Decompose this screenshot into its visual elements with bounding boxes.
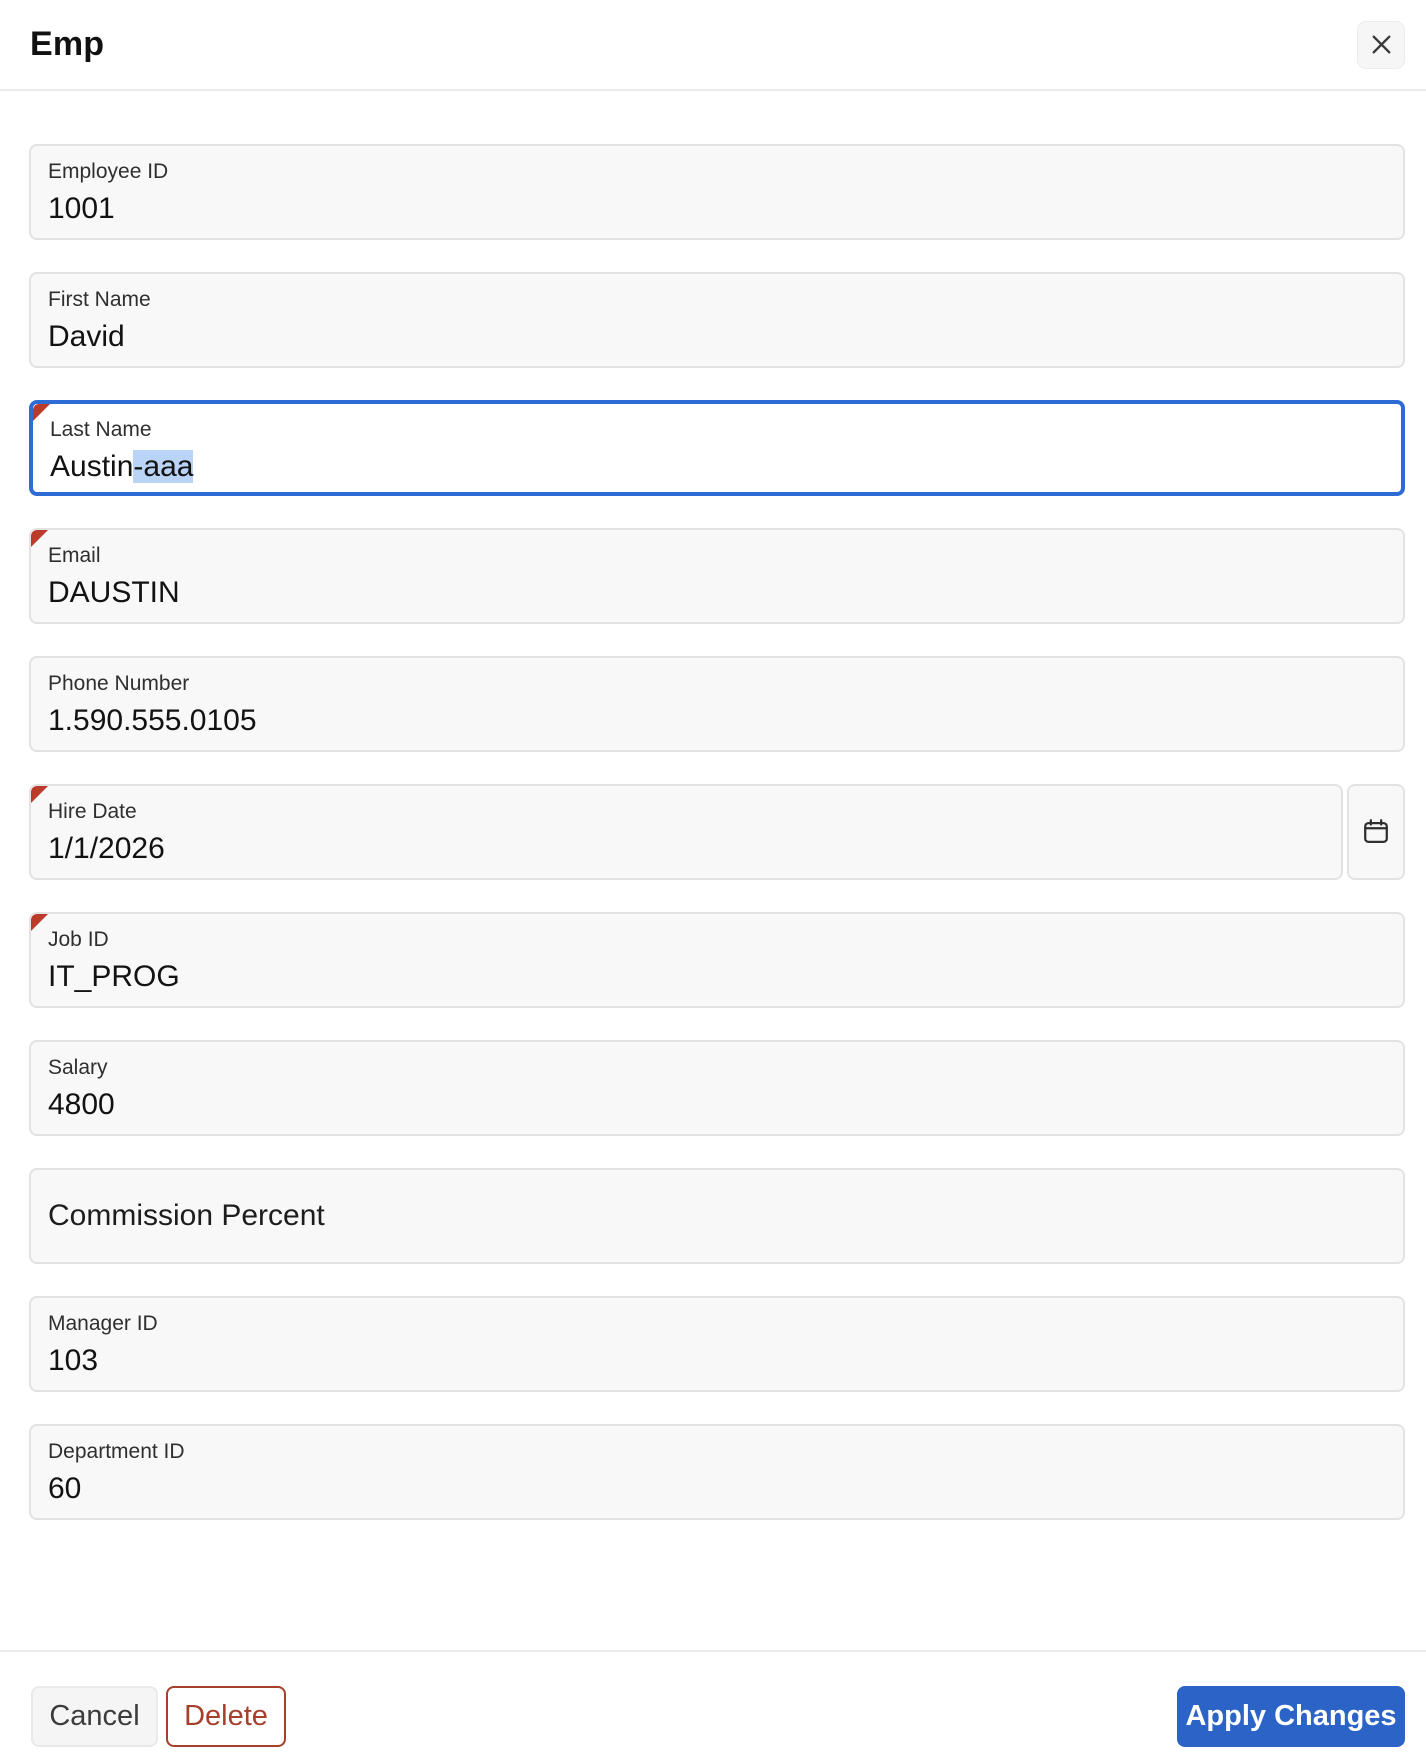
cancel-button[interactable]: Cancel	[31, 1686, 158, 1747]
close-button[interactable]	[1357, 21, 1405, 69]
phone-number-field[interactable]	[29, 656, 1405, 752]
commission-percent-field[interactable]	[29, 1168, 1405, 1264]
date-picker-button[interactable]	[1347, 784, 1405, 880]
manager-id-value: 103	[48, 1344, 99, 1377]
required-indicator-icon	[31, 786, 48, 803]
manager-id-field[interactable]	[29, 1296, 1405, 1392]
hire-date-row	[29, 784, 1405, 880]
hire-date-value: 1/1/2026	[48, 832, 165, 865]
dialog-footer	[0, 1650, 1426, 1762]
department-id-label: Department ID	[48, 1440, 185, 1463]
job-id-field[interactable]	[29, 912, 1405, 1008]
close-icon	[1368, 31, 1395, 58]
first-name-label: First Name	[48, 288, 151, 311]
department-id-field[interactable]	[29, 1424, 1405, 1520]
last-name-value-selected-text: -aaa	[133, 450, 194, 483]
delete-button[interactable]: Delete	[166, 1686, 286, 1747]
employee-id-value: 1001	[48, 192, 115, 225]
last-name-value	[50, 450, 193, 484]
employee-id-label: Employee ID	[48, 160, 169, 183]
hire-date-field[interactable]	[29, 784, 1343, 880]
required-indicator-icon	[31, 914, 48, 931]
last-name-label: Last Name	[50, 418, 152, 441]
salary-label: Salary	[48, 1056, 108, 1079]
required-indicator-icon	[33, 404, 50, 421]
email-value: DAUSTIN	[48, 576, 180, 609]
form-body	[0, 91, 1426, 1552]
phone-number-label: Phone Number	[48, 672, 190, 695]
employee-id-field[interactable]	[29, 144, 1405, 240]
first-name-field[interactable]	[29, 272, 1405, 368]
required-indicator-icon	[31, 530, 48, 547]
job-id-value: IT_PROG	[48, 960, 180, 993]
department-id-value: 60	[48, 1472, 82, 1505]
email-field[interactable]	[29, 528, 1405, 624]
commission-percent-label: Commission Percent	[48, 1199, 325, 1232]
last-name-value-unselected: Austin	[50, 450, 134, 483]
apply-changes-button[interactable]: Apply Changes	[1177, 1686, 1405, 1747]
email-label: Email	[48, 544, 101, 567]
hire-date-label: Hire Date	[48, 800, 137, 823]
phone-number-value: 1.590.555.0105	[48, 704, 257, 737]
first-name-value: David	[48, 320, 125, 353]
calendar-icon	[1361, 817, 1391, 847]
job-id-label: Job ID	[48, 928, 109, 951]
salary-field[interactable]	[29, 1040, 1405, 1136]
last-name-field[interactable]	[29, 400, 1405, 496]
dialog-title: Emp	[30, 25, 105, 63]
manager-id-label: Manager ID	[48, 1312, 158, 1335]
dialog-header	[0, 0, 1426, 91]
salary-value: 4800	[48, 1088, 115, 1121]
